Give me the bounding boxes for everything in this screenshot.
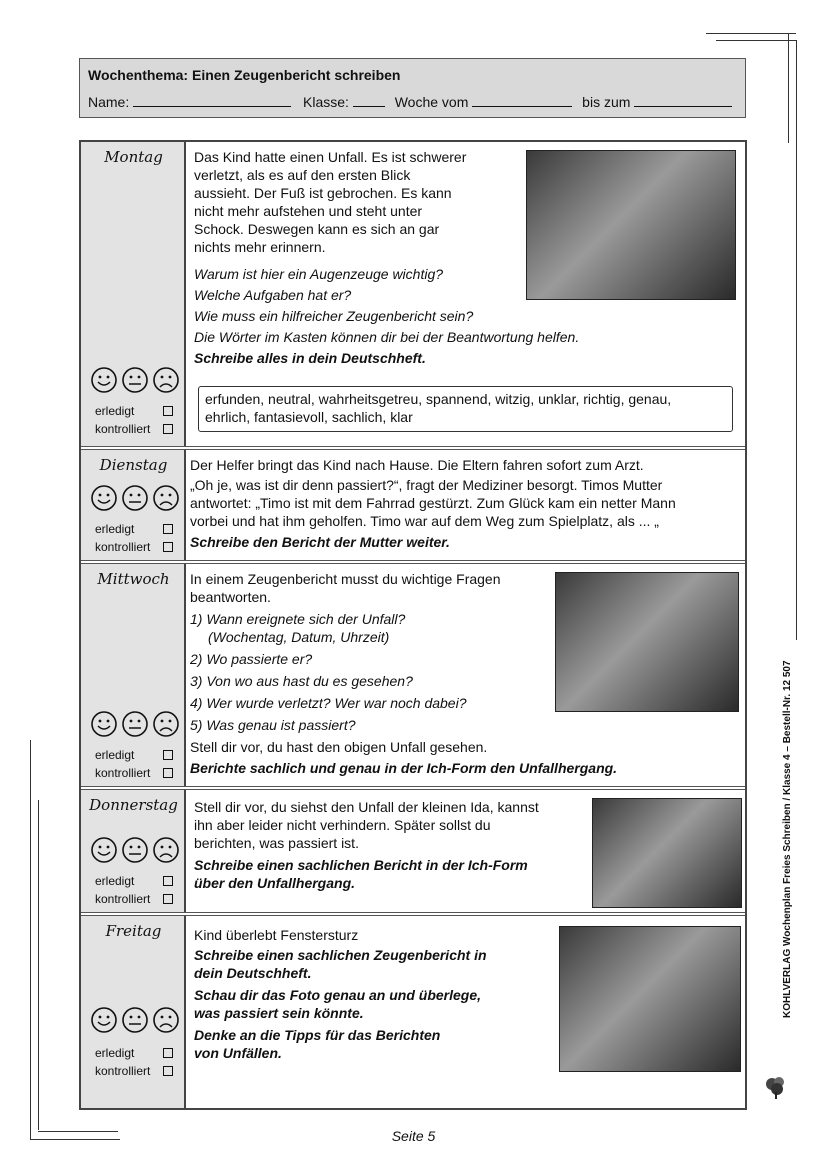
page-title: Wochenthema: Einen Zeugenbericht schreiben — [88, 67, 401, 83]
content-dienstag — [190, 450, 737, 560]
neutral-face-icon[interactable] — [121, 1006, 149, 1034]
montag-intro-line: nicht mehr aufstehen und steht unter — [194, 203, 423, 219]
word-list-line: ehrlich, fantasievoll, sachlich, klar — [205, 409, 413, 425]
child-at-window-photo — [559, 926, 741, 1072]
checked-label: kontrolliert — [95, 422, 151, 436]
corner-line-top — [706, 33, 796, 34]
content-freitag — [194, 916, 737, 1108]
task-text: von Unfällen. — [194, 1045, 282, 1061]
neutral-face-icon[interactable] — [121, 836, 149, 864]
task-text: Denke an die Tipps für das Berichten — [194, 1027, 441, 1043]
word-list-line: erfunden, neutral, wahrheitsgetreu, spannend, witzig, unklar, richtig, genau, — [205, 391, 672, 407]
donnerstag-text — [194, 798, 594, 892]
checked-label: kontrolliert — [95, 1064, 151, 1078]
mittwoch-intro — [190, 570, 550, 606]
task-text: über den Unfallhergang. — [194, 875, 356, 891]
happy-face-icon[interactable] — [90, 366, 118, 394]
question-text: Welche Aufgaben hat er? — [194, 287, 352, 303]
content-montag — [194, 142, 737, 446]
question-text: 2) Wo passierte er? — [190, 651, 313, 667]
sad-face-icon[interactable] — [152, 1006, 180, 1034]
word-box — [198, 386, 733, 432]
question-text: 1) Wann ereignete sich der Unfall? — [190, 611, 406, 627]
done-checkbox[interactable] — [163, 750, 173, 760]
donnerstag-line: ihn aber leider nicht verhindern. Später sollst du — [194, 817, 491, 833]
done-checkbox[interactable] — [163, 406, 173, 416]
sad-face-icon[interactable] — [152, 366, 180, 394]
row-montag — [81, 142, 745, 450]
question-text: 3) Von wo aus hast du es gesehen? — [190, 673, 413, 689]
task-text: Schreibe alles in dein Deutschheft. — [194, 350, 426, 366]
task-text: was passiert sein könnte. — [194, 1005, 364, 1021]
dienstag-line: vorbei und hat ihm geholfen. Timo war auf dem Weg zum Spielplatz, als ... „ — [190, 513, 659, 529]
corner-line-top-inner — [716, 40, 796, 41]
sad-face-icon[interactable] — [152, 484, 180, 512]
montag-intro-line: Das Kind hatte einen Unfall. Es ist schwerer — [194, 149, 467, 165]
task-text: dein Deutschheft. — [194, 965, 312, 981]
question-text: Wie muss ein hilfreicher Zeugenbericht sein? — [194, 308, 474, 324]
done-checkbox[interactable] — [163, 524, 173, 534]
task-text: Schreibe einen sachlichen Bericht in der Ich-Form — [194, 857, 528, 873]
bis-field[interactable] — [634, 94, 732, 107]
montag-intro-line: Schock. Deswegen kann es sich an gar — [194, 221, 440, 237]
sad-face-icon[interactable] — [152, 836, 180, 864]
montag-intro-line: aussieht. Der Fuß ist gebrochen. Es kann — [194, 185, 452, 201]
row-donnerstag — [81, 790, 745, 916]
header-fields — [88, 94, 732, 110]
status-checklist — [95, 872, 173, 908]
neutral-face-icon[interactable] — [121, 484, 149, 512]
question-text: Warum ist hier ein Augenzeuge wichtig? — [194, 266, 444, 282]
montag-questions — [194, 264, 579, 369]
montag-intro-line: verletzt, als es auf den ersten Blick — [194, 167, 411, 183]
publisher-side-text: KOHLVERLAG Wochenplan Freies Schreiben / Klasse 4 – Bestell-Nr. 12 507 — [782, 660, 793, 1018]
montag-intro-line: nichts mehr erinnern. — [194, 239, 326, 255]
donnerstag-line: berichten, was passiert ist. — [194, 835, 359, 851]
row-mittwoch — [81, 564, 745, 790]
mood-smileys — [87, 1006, 182, 1034]
neutral-face-icon[interactable] — [121, 366, 149, 394]
done-checkbox[interactable] — [163, 876, 173, 886]
happy-face-icon[interactable] — [90, 1006, 118, 1034]
donnerstag-line: Stell dir vor, du siehst den Unfall der kleinen Ida, kannst — [194, 799, 539, 815]
woche-field[interactable] — [472, 94, 572, 107]
mood-smileys — [87, 710, 182, 738]
question-text: Die Wörter im Kasten können dir bei der Beantwortung helfen. — [194, 329, 580, 345]
mittwoch-questions — [190, 610, 617, 777]
corner-line-left-inner — [38, 800, 39, 1130]
day-col-donnerstag — [81, 790, 186, 912]
checked-label: kontrolliert — [95, 540, 151, 554]
task-text: Schreibe einen sachlichen Zeugenbericht in — [194, 947, 487, 963]
weekly-plan-table — [79, 140, 747, 1110]
done-label: erledigt — [95, 874, 135, 888]
publisher-logo-icon — [764, 1074, 788, 1100]
row-freitag — [81, 916, 745, 1108]
happy-face-icon[interactable] — [90, 484, 118, 512]
checked-checkbox[interactable] — [163, 894, 173, 904]
mood-smileys — [87, 836, 182, 864]
header-box — [79, 58, 746, 118]
page-number: Seite 5 — [391, 1128, 436, 1144]
dienstag-line: „Oh je, was ist dir denn passiert?“, fragt der Mediziner besorgt. Timos Mutter — [190, 477, 663, 493]
task-text: Schau dir das Foto genau an und überlege, — [194, 987, 482, 1003]
name-field[interactable] — [133, 94, 291, 107]
checked-label: kontrolliert — [95, 892, 151, 906]
checked-checkbox[interactable] — [163, 768, 173, 778]
checked-checkbox[interactable] — [163, 542, 173, 552]
question-text: 4) Wer wurde verletzt? Wer war noch dabei? — [190, 695, 467, 711]
klasse-field[interactable] — [353, 94, 385, 107]
checked-checkbox[interactable] — [163, 424, 173, 434]
sad-face-icon[interactable] — [152, 710, 180, 738]
neutral-face-icon[interactable] — [121, 710, 149, 738]
corner-line-right — [788, 33, 789, 143]
content-donnerstag — [194, 790, 737, 912]
freitag-text — [194, 926, 554, 1062]
day-name-freitag: Freitag — [105, 922, 162, 940]
klasse-label: Klasse: — [303, 94, 349, 110]
done-label: erledigt — [95, 1046, 135, 1060]
task-text: Schreibe den Bericht der Mutter weiter. — [190, 534, 450, 550]
name-label: Name: — [88, 94, 130, 110]
done-label: erledigt — [95, 748, 135, 762]
mittwoch-intro-line: In einem Zeugenbericht musst du wichtige Fragen — [190, 571, 501, 587]
dienstag-line: Der Helfer bringt das Kind nach Hause. Die Eltern fahren sofort zum Arzt. — [190, 457, 644, 473]
question-text: (Wochentag, Datum, Uhrzeit) — [208, 629, 390, 645]
checked-label: kontrolliert — [95, 766, 151, 780]
day-col-montag — [81, 142, 186, 446]
row-dienstag — [81, 450, 745, 564]
mittwoch-outro: Stell dir vor, du hast den obigen Unfall gesehen. — [190, 739, 488, 755]
question-text: 5) Was genau ist passiert? — [190, 717, 356, 733]
status-checklist — [95, 520, 173, 556]
done-label: erledigt — [95, 404, 135, 418]
bis-label: bis zum — [582, 94, 631, 110]
task-text: Berichte sachlich und genau in der Ich-Form den Unfallhergang. — [190, 760, 618, 776]
happy-face-icon[interactable] — [90, 710, 118, 738]
dienstag-text — [190, 456, 676, 551]
mood-smileys — [87, 484, 182, 512]
mittwoch-intro-line: beantworten. — [190, 589, 271, 605]
content-mittwoch — [190, 564, 737, 786]
day-name-donnerstag: Donnerstag — [89, 796, 178, 814]
status-checklist — [95, 402, 173, 438]
status-checklist — [95, 746, 173, 782]
day-name-mittwoch: Mittwoch — [97, 570, 170, 588]
corner-line-left — [30, 740, 31, 1140]
day-col-dienstag — [81, 450, 186, 560]
done-checkbox[interactable] — [163, 1048, 173, 1058]
freitag-headline: Kind überlebt Fenstersturz — [194, 927, 359, 943]
day-col-mittwoch — [81, 564, 186, 786]
done-label: erledigt — [95, 522, 135, 536]
corner-line-right-inner — [796, 40, 797, 640]
happy-face-icon[interactable] — [90, 836, 118, 864]
day-name-dienstag: Dienstag — [99, 456, 168, 474]
montag-intro — [194, 148, 514, 256]
mood-smileys — [87, 366, 182, 394]
day-name-montag: Montag — [104, 148, 163, 166]
woche-label: Woche vom — [394, 94, 469, 110]
day-col-freitag — [81, 916, 186, 1108]
checked-checkbox[interactable] — [163, 1066, 173, 1076]
status-checklist — [95, 1044, 173, 1080]
dienstag-line: antwortet: „Timo ist mit dem Fahrrad gestürzt. Zum Glück kam ein netter Mann — [190, 495, 676, 511]
kitchen-stove-photo — [592, 798, 742, 908]
